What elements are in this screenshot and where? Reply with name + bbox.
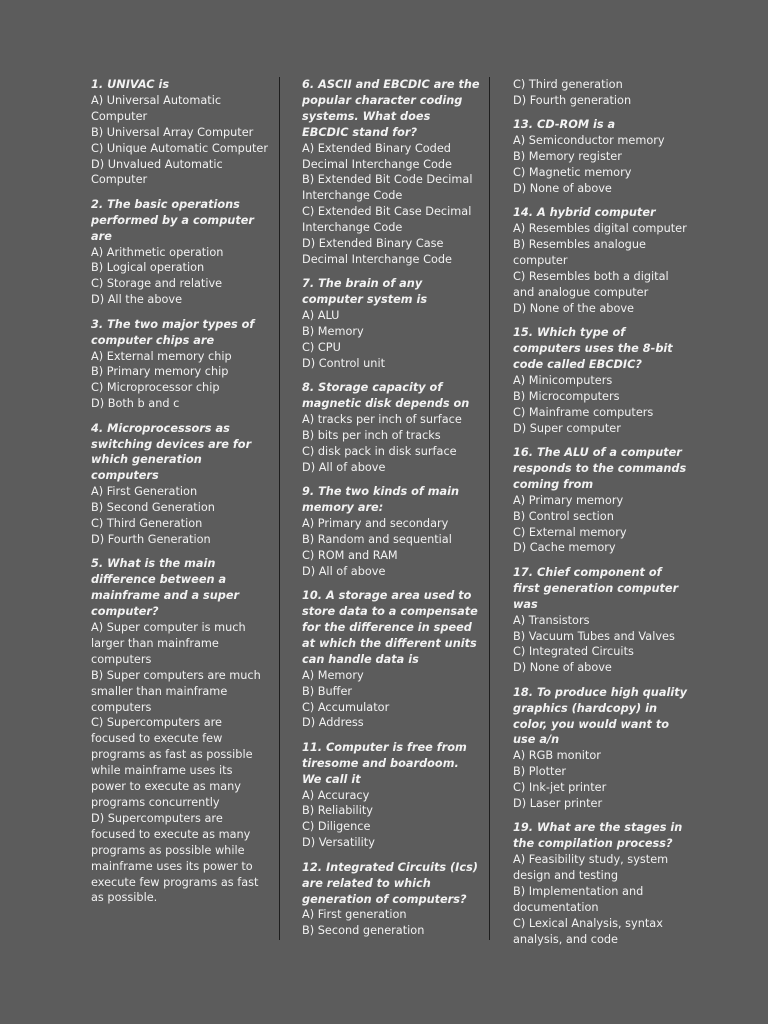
question-block	[91, 77, 269, 188]
answer-option: C) Supercomputers are focused to execute few programs as fast as possible while mainframe uses its power to execute as many programs concurrently	[91, 716, 253, 809]
question-block	[91, 421, 269, 548]
answer-option: A) tracks per inch of surface	[302, 413, 462, 427]
answer-option: C) Extended Bit Case Decimal Interchange Code	[302, 205, 472, 235]
answer-option: B) Plotter	[513, 765, 567, 779]
answer-option: C) CPU	[302, 341, 341, 354]
answer-option: D) Laser printer	[513, 797, 603, 811]
answer-option: C) Resembles both a digital and analogue computer	[513, 269, 669, 299]
question-text: 17. Chief component of first generation computer was	[513, 565, 679, 611]
answer-option: C) External memory	[513, 525, 627, 539]
answer-option: C) Magnetic memory	[513, 166, 632, 180]
column-1	[91, 77, 269, 915]
question-text: 5. What is the main difference between a mainframe and a super computer?	[91, 557, 240, 619]
answer-option: A) Feasibility study, system design and testing	[513, 853, 669, 883]
answer-option: C) disk pack in disk surface	[302, 444, 457, 458]
question-block	[302, 380, 480, 475]
question-text: 15. Which type of computers uses the 8-bit code called EBCDIC?	[513, 326, 673, 371]
answer-option: A) RGB monitor	[513, 749, 601, 763]
answer-option: A) Primary and secondary	[302, 517, 449, 531]
answer-option: B) Implementation and documentation	[513, 885, 644, 914]
question-text: 11. Computer is free from tiresome and boardoom. We call it	[302, 740, 467, 786]
question-block	[513, 445, 691, 556]
answer-option: A) Transistors	[513, 613, 590, 627]
question-block	[302, 588, 480, 731]
question-text: 19. What are the stages in the compilation process?	[513, 821, 683, 851]
question-text: 13. CD-ROM is a	[513, 118, 616, 132]
answer-option: B) Microcomputers	[513, 389, 620, 403]
answer-option: A) First Generation	[91, 485, 198, 499]
question-text: 18. To produce high quality graphics (hardcopy) in color, you would want to use a/n	[513, 685, 687, 747]
question-text: 9. The two kinds of main memory are:	[302, 485, 460, 515]
answer-option: D) Cache memory	[513, 541, 616, 555]
question-text: 14. A hybrid computer	[513, 206, 656, 220]
question-block	[91, 556, 269, 906]
answer-option: B) Resembles analogue computer	[513, 238, 646, 268]
answer-option: B) Super computers are much smaller than mainframe computers	[91, 668, 261, 714]
answer-option: B) Second Generation	[91, 501, 215, 515]
answer-option: C) Integrated Circuits	[513, 645, 634, 659]
answer-option: C) ROM and RAM	[302, 548, 398, 562]
answer-option: D) Unvalued Automatic Computer	[91, 157, 223, 187]
answer-option: D) Both b and c	[91, 397, 180, 411]
answer-option: D) None of the above	[513, 301, 635, 315]
answer-option: A) Extended Binary Coded Decimal Interchange Code	[302, 141, 453, 171]
answer-option: B) Control section	[513, 509, 614, 523]
answer-option: A) ALU	[302, 309, 340, 323]
answer-option: B) Reliability	[302, 804, 373, 818]
question-text: 2. The basic operations performed by a computer are	[91, 197, 254, 243]
question-text: 1. UNIVAC is	[91, 78, 170, 91]
column-3	[513, 77, 691, 956]
answer-option: B) bits per inch of tracks	[302, 429, 441, 443]
answer-option: A) External memory chip	[91, 349, 232, 363]
answer-option: C) Accumulator	[302, 700, 390, 714]
answer-option: C) Diligence	[302, 820, 371, 834]
answer-option: C) Third Generation	[91, 517, 203, 531]
answer-option: B) Vacuum Tubes and Valves	[513, 629, 675, 643]
answer-option: D) Super computer	[513, 421, 621, 435]
question-block	[91, 317, 269, 412]
question-text: 8. Storage capacity of magnetic disk depends on	[302, 381, 470, 411]
answer-option: C) Ink-jet printer	[513, 781, 607, 795]
question-block	[302, 740, 480, 851]
answer-option: B) Logical operation	[91, 261, 205, 275]
question-block	[513, 685, 691, 812]
question-text: 4. Microprocessors as switching devices are for which generation computers	[91, 421, 252, 483]
column-divider	[279, 77, 280, 940]
answer-option: D) Fourth Generation	[91, 532, 211, 546]
answer-option: D) All of above	[302, 460, 386, 474]
answer-option: D) All the above	[91, 293, 183, 307]
answer-option: D) Supercomputers are focused to execute as many programs as possible while mainframe uses its power to execute few programs as fast as possible.	[91, 811, 259, 905]
answer-option: C) Mainframe computers	[513, 405, 654, 419]
question-block	[302, 860, 480, 940]
answer-option: B) Memory register	[513, 150, 622, 164]
question-text: 7. The brain of any computer system is	[302, 277, 428, 307]
answer-option: C) Microprocessor chip	[91, 381, 220, 395]
answer-option: C) Unique Automatic Computer	[91, 141, 269, 155]
question-block	[513, 117, 691, 197]
answer-option: A) Minicomputers	[513, 373, 613, 387]
answer-option: A) Universal Automatic Computer	[91, 93, 222, 123]
answer-option: A) First generation	[302, 908, 407, 922]
answer-option: B) Second generation	[302, 924, 425, 938]
question-text: 16. The ALU of a computer responds to the commands coming from	[513, 446, 687, 491]
answer-option: D) None of above	[513, 181, 612, 195]
answer-option: D) Control unit	[302, 356, 386, 370]
answer-option: A) Super computer is much larger than mainframe computers	[91, 621, 246, 666]
answer-option: C) Third generation	[513, 78, 623, 91]
answer-option: B) Universal Array Computer	[91, 125, 254, 139]
answer-option: B) Random and sequential	[302, 532, 452, 546]
question-text: 12. Integrated Circuits (Ics) are related to which generation of computers?	[302, 860, 478, 906]
answer-option: A) Resembles digital computer	[513, 222, 687, 236]
answer-option: D) Fourth generation	[513, 93, 632, 107]
answer-option: A) Accuracy	[302, 788, 370, 802]
question-block	[302, 77, 480, 268]
answer-option: A) Primary memory	[513, 493, 624, 507]
answer-option: B) Primary memory chip	[91, 365, 229, 379]
answer-option: D) Versatility	[302, 836, 375, 850]
answer-option: D) Extended Binary Case Decimal Interchange Code	[302, 237, 453, 266]
question-block	[513, 565, 691, 676]
column-2	[302, 77, 480, 948]
answer-option: D) Address	[302, 716, 364, 730]
question-block	[302, 276, 480, 371]
question-text: 10. A storage area used to store data to a compensate for the difference in speed at which the different units can handle data is	[302, 589, 478, 666]
answer-option: D) None of above	[513, 661, 612, 675]
answer-option: C) Lexical Analysis, syntax analysis, and code	[513, 916, 663, 946]
question-block	[513, 325, 691, 436]
question-block	[513, 77, 691, 109]
answer-option: A) Arithmetic operation	[91, 245, 224, 259]
question-text: 3. The two major types of computer chips are	[91, 317, 255, 347]
answer-option: A) Semiconductor memory	[513, 134, 665, 148]
answer-option: B) Buffer	[302, 684, 353, 698]
question-block	[513, 820, 691, 947]
question-block	[302, 484, 480, 579]
question-block	[513, 205, 691, 316]
question-block	[91, 197, 269, 308]
answer-option: B) Memory	[302, 325, 364, 339]
answer-option: A) Memory	[302, 668, 364, 682]
column-divider	[489, 77, 490, 940]
answer-option: C) Storage and relative	[91, 277, 223, 291]
answer-option: B) Extended Bit Code Decimal Interchange Code	[302, 173, 473, 203]
question-text: 6. ASCII and EBCDIC are the popular character coding systems. What does EBCDIC stand for?	[302, 78, 480, 139]
answer-option: D) All of above	[302, 564, 386, 578]
